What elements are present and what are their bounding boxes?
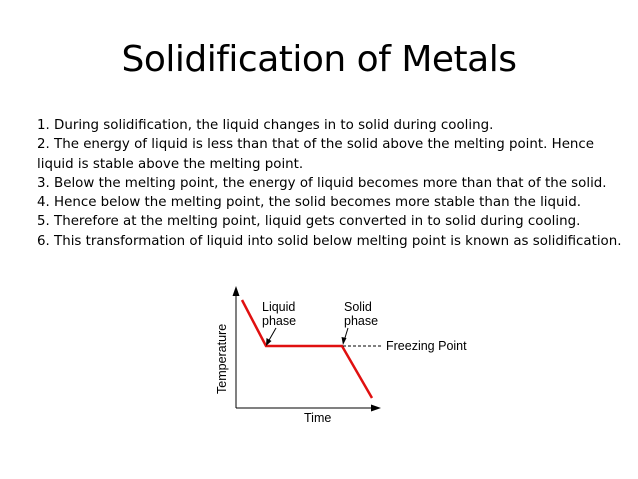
freezing-point-label: Freezing Point: [386, 339, 467, 353]
point-6: 6. This transformation of liquid into solid below melting point is known as solidification.: [37, 233, 622, 249]
liquid-phase-label-line2: phase: [262, 314, 297, 328]
y-axis-arrowhead: [233, 286, 240, 296]
solid-phase-label-line2: phase: [344, 314, 379, 328]
x-axis-label: Time: [304, 411, 332, 425]
point-5: 5. Therefore at the melting point, liquid gets converted in to solid during cooling.: [37, 214, 581, 230]
x-axis-arrowhead: [371, 405, 381, 412]
point-2: 2. The energy of liquid is less than that of the solid above the melting point. Hence liquid is stable above the melting point.: [37, 137, 595, 172]
point-4: 4. Hence below the melting point, the solid becomes more stable than the liquid.: [37, 195, 581, 211]
y-axis-label: Temperature: [215, 323, 229, 394]
solid-phase-pointer-head: [342, 337, 347, 345]
slide-title: Solidification of Metals: [121, 39, 517, 80]
point-1: 1. During solidification, the liquid changes in to solid during cooling.: [37, 118, 494, 133]
liquid-phase-label-line1: Liquid: [262, 300, 296, 314]
solid-phase-label-line1: Solid: [344, 300, 372, 314]
point-3: 3. Below the melting point, the energy of liquid becomes more than that of the solid.: [37, 175, 607, 191]
